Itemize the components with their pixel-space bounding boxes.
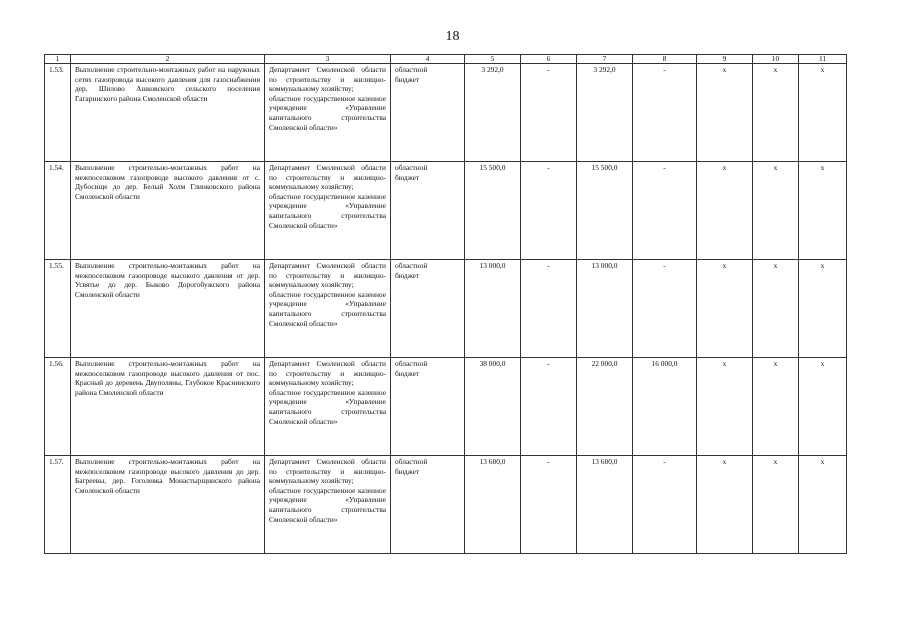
value-col9: х [697,64,753,162]
column-header: 9 [697,55,753,64]
value-col8: - [633,260,697,358]
item-number: 1.56. [45,358,71,456]
column-header: 3 [265,55,391,64]
value-col9: х [697,162,753,260]
value-col11: х [799,162,847,260]
item-description: Выполнение строительно-монтажных работ на межпоселковом газопроводе высокого давления от дер. Усвятье до дер. Быково Дорогобужского района Смоленской области [71,260,265,358]
value-col7: 3 292,0 [577,64,633,162]
funding-source: областной бюджет [391,162,465,260]
funding-source: областной бюджет [391,260,465,358]
item-executor [265,64,391,162]
column-header: 5 [465,55,521,64]
budget-table [44,54,847,554]
value-col10: х [753,456,799,554]
executor-department: Департамент Смоленской области по строительству и жилищно-коммунальному хозяйству; [269,261,386,290]
value-col10: х [753,162,799,260]
executor-institution: областное государственное казенное учреждение «Управление капитального строительства Смоленской области» [269,191,386,230]
funding-source: областной бюджет [391,456,465,554]
item-executor [265,358,391,456]
item-description: Выполнение строительно-монтажных работ на межпоселковом газопроводе высокого давления от пос. Красный до деревень Двуполяны, Глубокое Краснинского района Смоленской области [71,358,265,456]
value-col5: 15 500,0 [465,162,521,260]
executor-department: Департамент Смоленской области по строительству и жилищно-коммунальному хозяйству; [269,457,386,486]
item-number: 1.54. [45,162,71,260]
value-col8: - [633,64,697,162]
executor-department: Департамент Смоленской области по строительству и жилищно-коммунальному хозяйству; [269,65,386,94]
value-col5: 38 000,0 [465,358,521,456]
value-col7: 22 000,0 [577,358,633,456]
value-col8: 16 000,0 [633,358,697,456]
executor-department: Департамент Смоленской области по строительству и жилищно-коммунальному хозяйству; [269,359,386,388]
column-header: 6 [521,55,577,64]
funding-source: областной бюджет [391,64,465,162]
column-header: 11 [799,55,847,64]
value-col8: - [633,456,697,554]
value-col11: х [799,64,847,162]
value-col6: - [521,64,577,162]
table-row [45,358,847,456]
value-col9: х [697,260,753,358]
value-col9: х [697,456,753,554]
table-row [45,64,847,162]
item-description: Выполнение строительно-монтажных работ на наружных сетях газопровода высокого давления для газоснабжения дер. Шилово Ашковского сельского поселения Гагаринского района Смоленской области [71,64,265,162]
column-header: 4 [391,55,465,64]
item-number: 1.57. [45,456,71,554]
item-executor [265,456,391,554]
value-col5: 13 680,0 [465,456,521,554]
column-header: 1 [45,55,71,64]
value-col7: 15 500,0 [577,162,633,260]
item-description: Выполнение строительно-монтажных работ на межпоселковом газопроводе высокого давления до дер. Багреевы, дер. Гоголевка Монастырщинского района Смоленской области [71,456,265,554]
executor-institution: областное государственное казенное учреждение «Управление капитального строительства Смоленской области» [269,485,386,524]
executor-institution: областное государственное казенное учреждение «Управление капитального строительства Смоленской области» [269,93,386,132]
executor-department: Департамент Смоленской области по строительству и жилищно-коммунальному хозяйству; [269,163,386,192]
item-number: 1.55. [45,260,71,358]
item-description: Выполнение строительно-монтажных работ на межпоселковом газопроводе высокого давления от с. Дубосище до дер. Белый Холм Глинковского района Смоленской области [71,162,265,260]
value-col6: - [521,456,577,554]
value-col7: 13 680,0 [577,456,633,554]
table-row [45,456,847,554]
executor-institution: областное государственное казенное учреждение «Управление капитального строительства Смоленской области» [269,289,386,328]
column-header: 10 [753,55,799,64]
value-col6: - [521,358,577,456]
value-col11: х [799,456,847,554]
funding-source: областной бюджет [391,358,465,456]
item-number: 1.53. [45,64,71,162]
table-row [45,162,847,260]
column-header: 8 [633,55,697,64]
column-number-row [45,55,847,64]
item-executor [265,260,391,358]
column-header: 2 [71,55,265,64]
column-header: 7 [577,55,633,64]
value-col8: - [633,162,697,260]
value-col10: х [753,260,799,358]
value-col5: 3 292,0 [465,64,521,162]
page-number: 18 [445,29,460,44]
value-col6: - [521,162,577,260]
value-col10: х [753,64,799,162]
executor-institution: областное государственное казенное учреждение «Управление капитального строительства Смоленской области» [269,387,386,426]
value-col11: х [799,358,847,456]
value-col7: 13 000,0 [577,260,633,358]
item-executor [265,162,391,260]
value-col5: 13 000,0 [465,260,521,358]
value-col11: х [799,260,847,358]
value-col9: х [697,358,753,456]
value-col6: - [521,260,577,358]
value-col10: х [753,358,799,456]
table-row [45,260,847,358]
